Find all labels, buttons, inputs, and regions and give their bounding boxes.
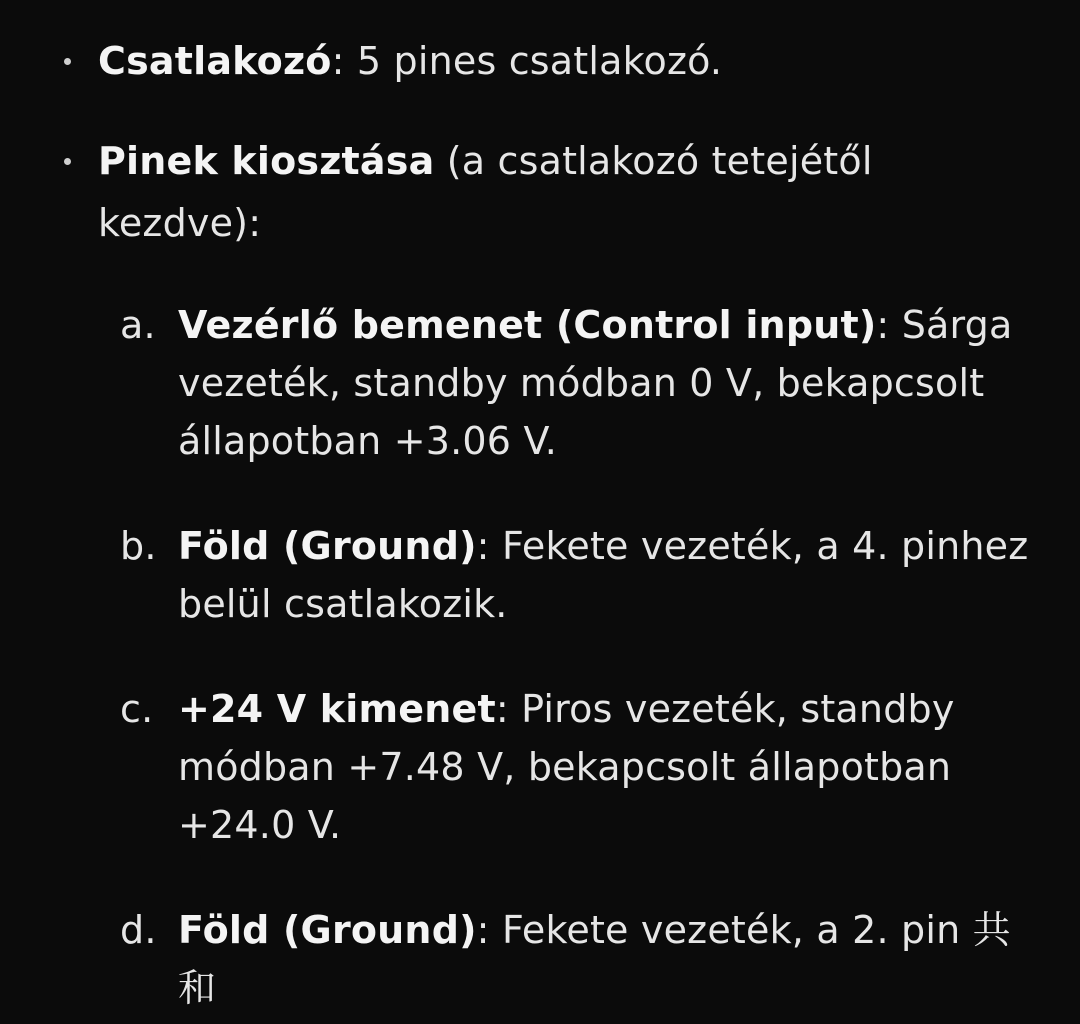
bullet-text: : 5 pines csatlakozó. xyxy=(331,39,723,83)
bullet-dot xyxy=(64,158,71,165)
bullet-bold-label: Pinek kiosztása xyxy=(98,139,435,183)
pin-item-d xyxy=(120,901,1048,1017)
pin-item-c xyxy=(120,680,1048,854)
bullet-item-connector xyxy=(98,30,978,92)
bullet-item-pin-assignment xyxy=(98,130,978,254)
pin-bold-label: +24 V kimenet xyxy=(178,687,496,731)
pin-text: : Piros vezeték, standby módban +7.48 V, bekapcsolt állapotban +24.0 V. xyxy=(178,687,955,847)
list-marker: b. xyxy=(120,524,157,568)
pin-text: : Fekete vezeték, a 4. pinhez belül csatlakozik. xyxy=(178,524,1029,626)
bullet-text: (a csatlakozó tetejétől kezdve): xyxy=(98,139,873,245)
pin-bold-label: Föld (Ground) xyxy=(178,908,477,952)
list-marker: c. xyxy=(120,687,154,731)
list-marker: a. xyxy=(120,303,156,347)
list-marker: d. xyxy=(120,908,157,952)
pin-item-b xyxy=(120,517,1048,633)
bullet-dot xyxy=(64,58,71,65)
pin-bold-label: Föld (Ground) xyxy=(178,524,477,568)
pin-text: : Fekete vezeték, a 2. pin 共和 xyxy=(178,908,1011,1010)
pin-text: : Sárga vezeték, standby módban 0 V, bekapcsolt állapotban +3.06 V. xyxy=(178,303,1013,463)
pin-item-a xyxy=(120,296,1048,470)
pin-bold-label: Vezérlő bemenet (Control input) xyxy=(178,303,877,347)
bullet-bold-label: Csatlakozó xyxy=(98,39,332,83)
